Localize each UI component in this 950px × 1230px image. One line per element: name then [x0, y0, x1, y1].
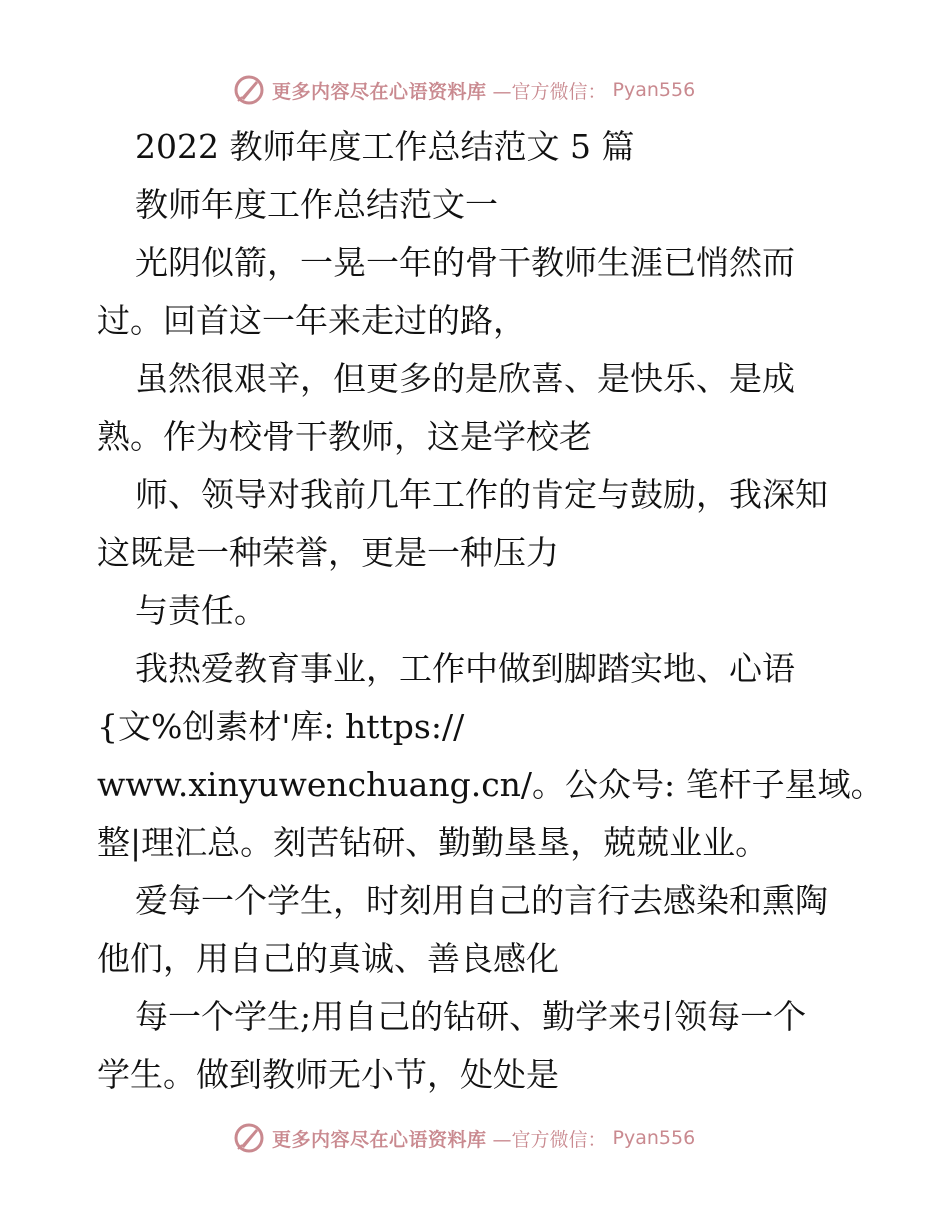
- watermark-header: [232, 70, 752, 110]
- text-line: 每一个学生;用自己的钻研、勤学来引领每一个: [135, 997, 807, 1036]
- text-line: 爱每一个学生，时刻用自己的言行去感染和熏陶: [135, 881, 828, 920]
- document-body: [97, 118, 884, 1104]
- text-line: 我热爱教育事业，工作中做到脚踏实地、心语: [135, 649, 795, 688]
- text-line: 熟。作为校骨干教师，这是学校老: [97, 417, 592, 456]
- text-line: 他们，用自己的真诚、善良感化: [97, 939, 559, 978]
- text-line: {文%创素材'库: https://: [97, 707, 465, 746]
- text-line: 与责任。: [135, 591, 267, 630]
- document-title: 2022 教师年度工作总结范文 5 篇: [135, 127, 635, 166]
- text-line: 学生。做到教师无小节，处处是: [97, 1055, 559, 1094]
- watermark-separator: —官方微信：: [492, 1128, 607, 1151]
- watermark-text: 更多内容尽在心语资料库: [272, 1128, 487, 1151]
- text-line: 过。回首这一年来走过的路，: [97, 301, 526, 340]
- quill-logo-icon: [232, 73, 266, 107]
- text-line: 整|理汇总。刻苦钻研、勤勤垦垦，兢兢业业。: [97, 823, 769, 862]
- text-line: 虽然很艰辛，但更多的是欣喜、是快乐、是成: [135, 359, 795, 398]
- watermark-wechat-id: Pyan556: [612, 79, 696, 101]
- quill-logo-icon: [232, 1121, 266, 1155]
- text-line: 师、领导对我前几年工作的肯定与鼓励，我深知: [135, 475, 828, 514]
- watermark-text: 更多内容尽在心语资料库: [272, 80, 487, 103]
- watermark-footer: [232, 1118, 752, 1158]
- text-line: www.xinyuwenchuang.cn/。公众号: 笔杆子星域。: [97, 765, 884, 804]
- text-line: 这既是一种荣誉，更是一种压力: [97, 533, 559, 572]
- watermark-separator: —官方微信：: [492, 80, 607, 103]
- text-line: 光阴似箭，一晃一年的骨干教师生涯已悄然而: [135, 243, 795, 282]
- watermark-wechat-id: Pyan556: [612, 1127, 696, 1149]
- section-heading: 教师年度工作总结范文一: [135, 185, 498, 224]
